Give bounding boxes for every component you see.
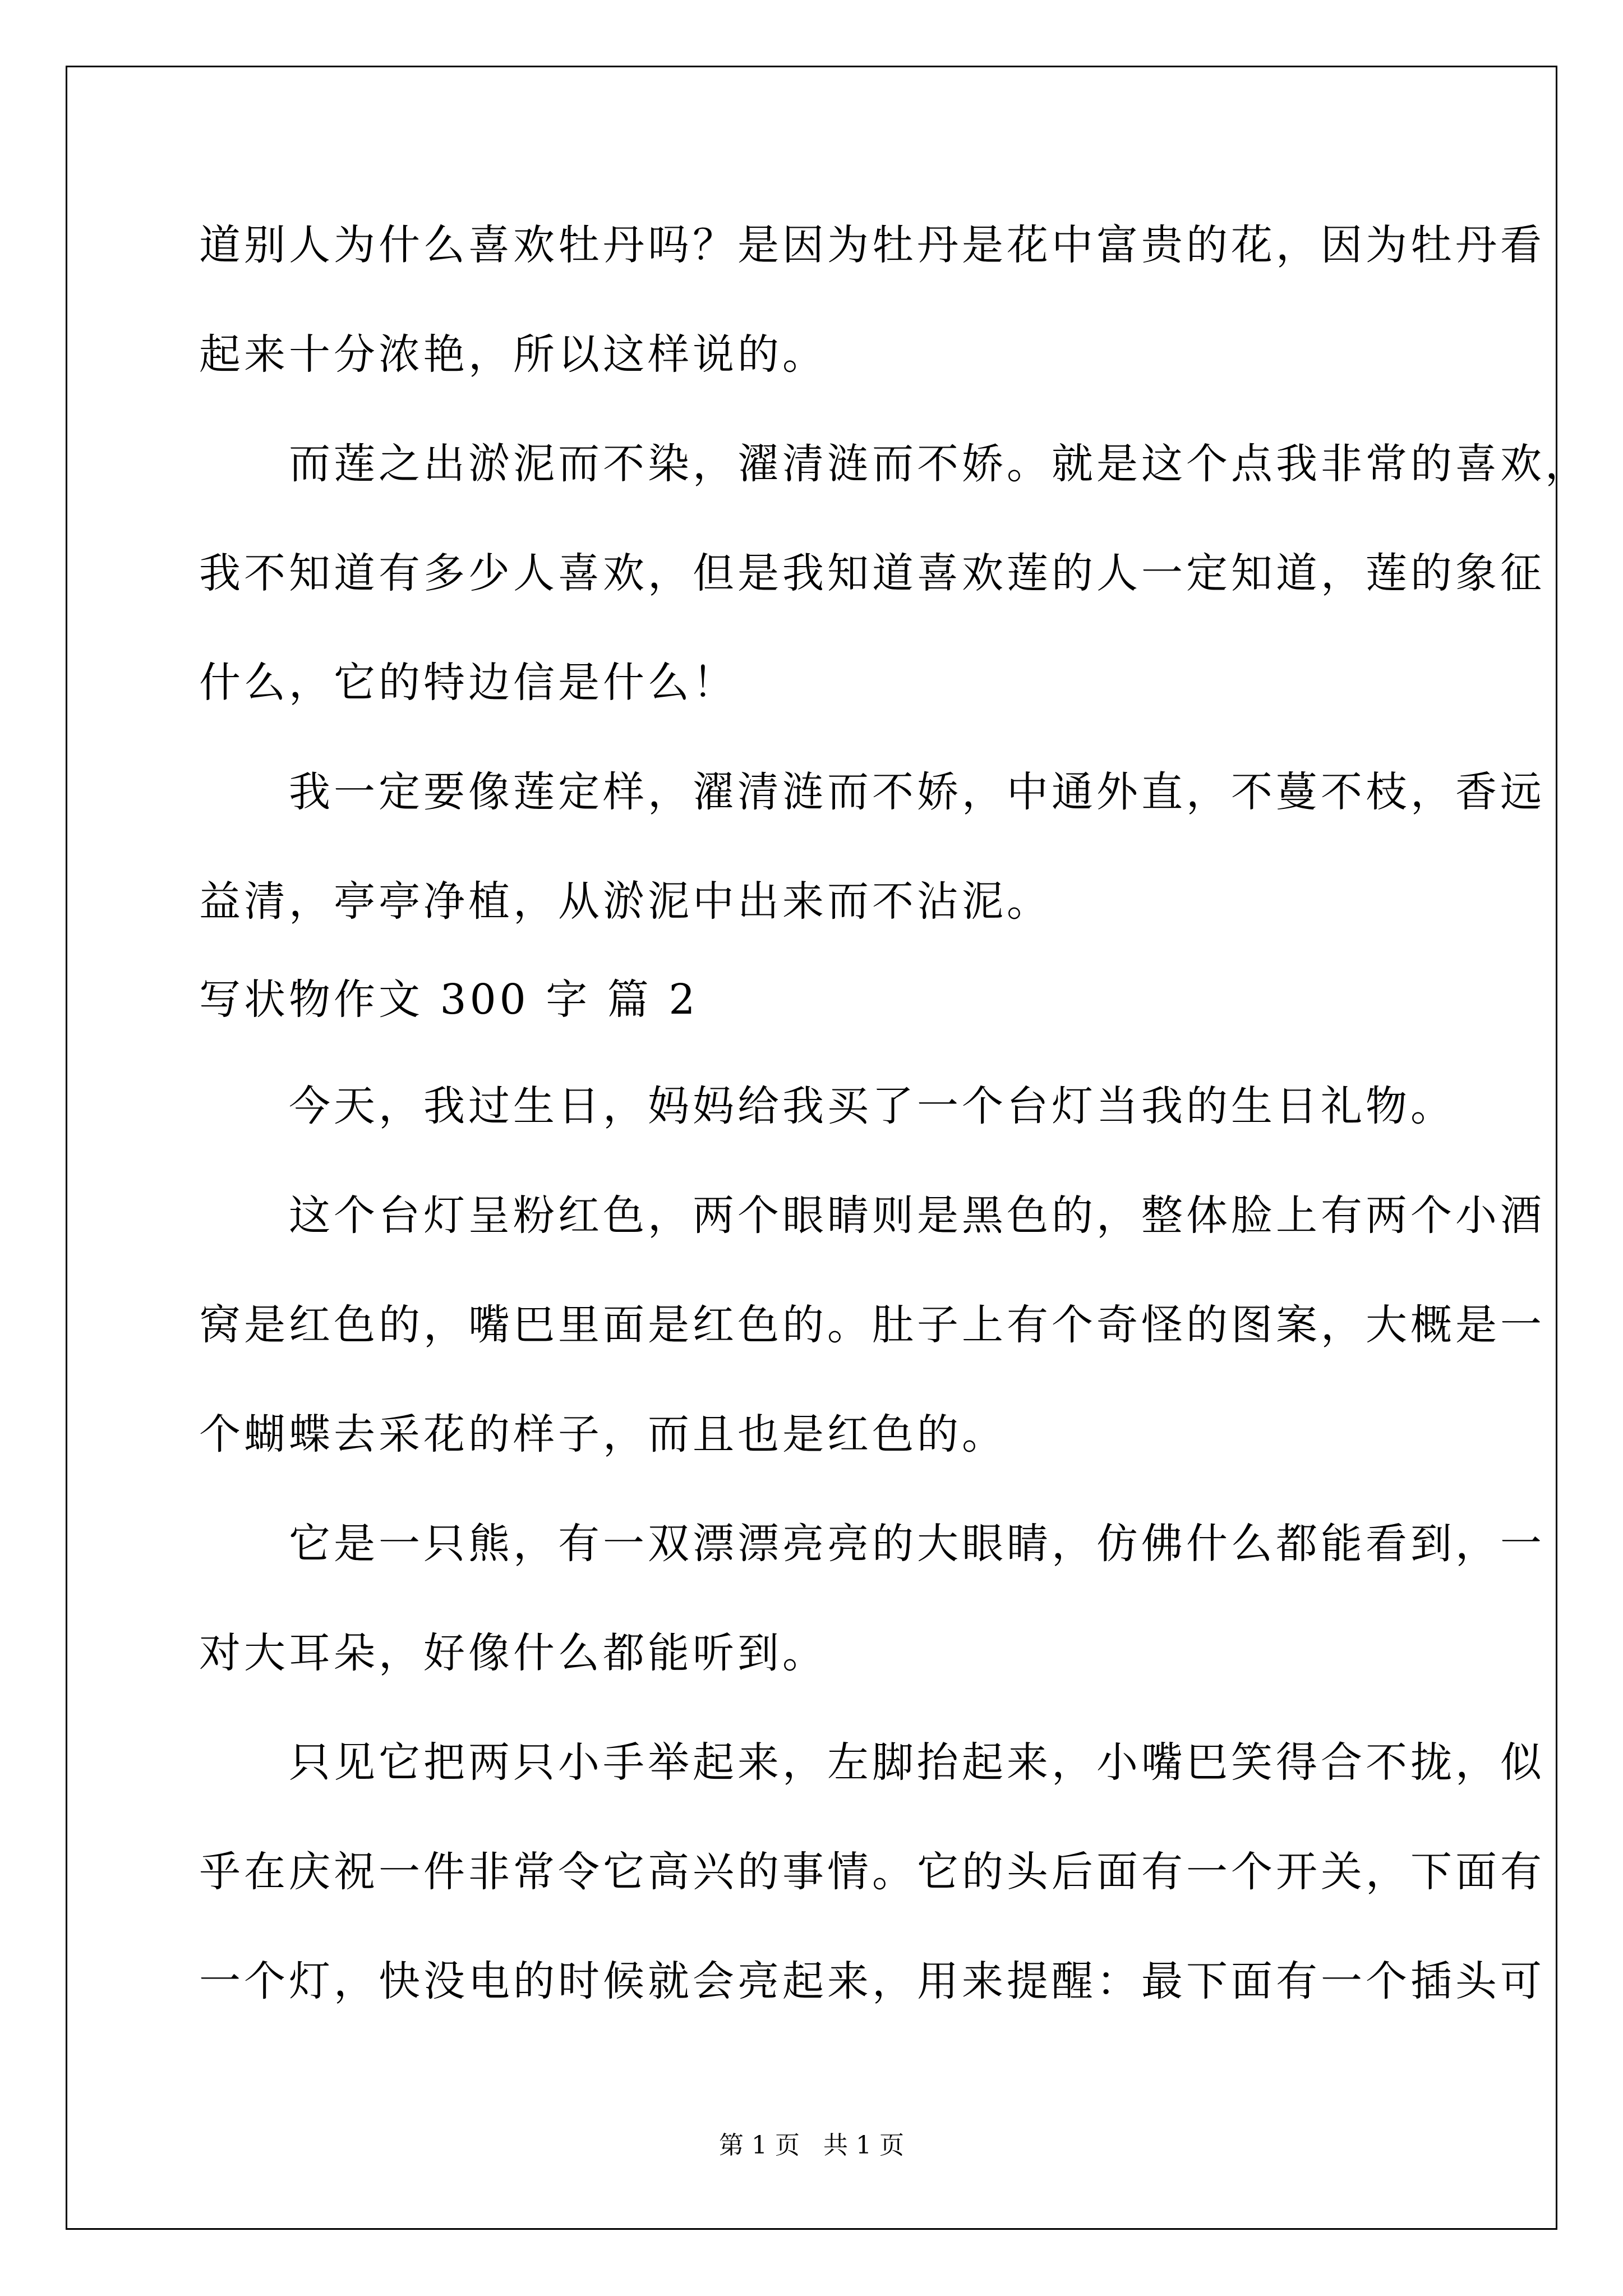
text-line: 一个灯，快没电的时候就会亮起来，用来提醒：最下面有一个插头可 [199,1957,1545,2005]
text-line: 对大耳朵，好像什么都能听到。 [199,1629,827,1677]
section-heading: 写状物作文 300 字 篇 2 [199,976,699,1024]
text-line: 个蝴蝶去采花的样子，而且也是红色的。 [199,1410,1007,1458]
text-line: 起来十分浓艳，所以这样说的。 [199,330,827,379]
text-line: 我一定要像莲定样，濯清涟而不娇，中通外直，不蔓不枝，香远 [199,768,1545,816]
text-line: 窝是红色的，嘴巴里面是红色的。肚子上有个奇怪的图案，大概是一 [199,1301,1545,1349]
page-number: 第 1 页 [719,2131,800,2160]
text-line: 道别人为什么喜欢牡丹吗？是因为牡丹是花中富贵的花，因为牡丹看 [199,221,1545,269]
page-border [66,66,1590,2230]
text-line: 这个台灯呈粉红色，两个眼睛则是黑色的，整体脸上有两个小酒 [199,1191,1545,1240]
text-line: 我不知道有多少人喜欢，但是我知道喜欢莲的人一定知道，莲的象征 [199,549,1545,597]
text-line: 它是一只熊，有一双漂漂亮亮的大眼睛，仿佛什么都能看到，一 [199,1520,1545,1568]
text-line: 而莲之出淤泥而不染，濯清涟而不娇。就是这个点我非常的喜欢， [199,440,1590,488]
text-line: 益清，亭亭净植，从淤泥中出来而不沾泥。 [199,877,1052,926]
text-line: 什么，它的特边信是什么！ [199,659,737,707]
text-line: 乎在庆祝一件非常令它高兴的事情。它的头后面有一个开关，下面有 [199,1848,1545,1896]
text-line: 只见它把两只小手举起来，左脚抬起来，小嘴巴笑得合不拢，似 [199,1738,1545,1787]
text-line: 今天，我过生日，妈妈给我买了一个台灯当我的生日礼物。 [199,1082,1455,1130]
page-footer [0,2125,1623,2161]
page-total: 共 1 页 [823,2131,904,2160]
